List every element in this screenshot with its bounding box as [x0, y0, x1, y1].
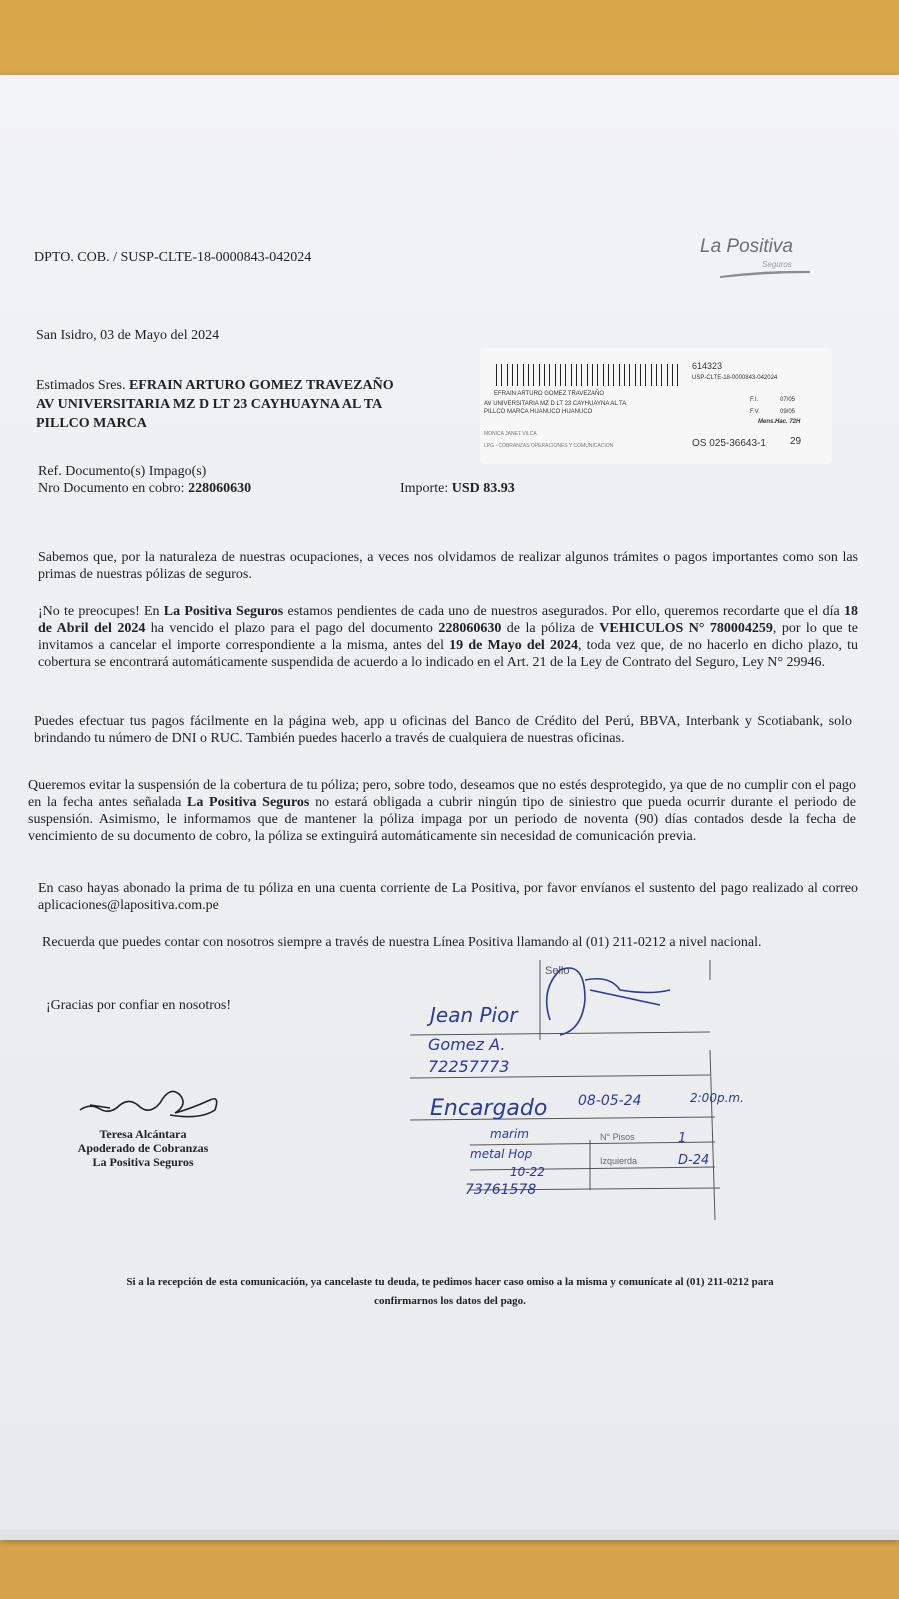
- p2-doc-number: 228060630: [438, 621, 502, 636]
- paper-edge: [0, 1530, 899, 1540]
- stamp-pisos-label: N° Pisos: [600, 1132, 635, 1142]
- logo-text: La Positiva: [700, 236, 793, 257]
- footer-line-1: Si a la recepción de esta comunicación, ya cancelaste tu deuda, te pedimos hacer caso omiso a la misma y comunícate al (01) 211-0212 para: [126, 1276, 774, 1288]
- stamp-hand-phone: 73761578: [465, 1182, 537, 1198]
- doc-label: Nro Documento en cobro:: [38, 481, 185, 496]
- doc-number: 228060630: [188, 481, 252, 496]
- stamp-hand-door: metal Hop: [470, 1147, 533, 1161]
- stamp-hand-role: Encargado: [430, 1096, 548, 1121]
- label-fv-label: F.V.: [750, 409, 760, 415]
- importe-label: Importe:: [400, 481, 449, 496]
- stamp-izq-label: Izquierda: [600, 1156, 638, 1166]
- signature-icon: [70, 1075, 230, 1130]
- footer-line-2: confirmarnos los datos del pago.: [374, 1295, 526, 1307]
- paragraph-5: En caso hayas abonado la prima de tu póliza en una cuenta corriente de La Positiva, por favor envíanos el sustento del pago realizado al correo aplicaciones@lapositiva.com.pe: [38, 881, 858, 913]
- label-code: USP-CLTE-18-0000843-042024: [692, 375, 778, 381]
- barcode-icon: [496, 364, 682, 386]
- p4-company: La Positiva Seguros: [187, 795, 310, 810]
- label-fi: 07/05: [780, 397, 796, 403]
- stamp-hand-code: 10-22: [510, 1165, 545, 1179]
- p2-policy: VEHICULOS N° 780004259: [599, 621, 773, 636]
- p2-text: ¡No te preocupes! En: [38, 604, 164, 619]
- stamp-izq: D-24: [678, 1153, 710, 1168]
- p2-due-date: 18 de Abril del 2024: [38, 604, 858, 636]
- p2-text: ha vencido el plazo para el pago del documento: [145, 621, 439, 636]
- p2-text: , por lo que te invitamos a cancelar el importe correspondiente a la misma, antes del: [38, 621, 859, 653]
- department-reference: DPTO. COB. / SUSP-CLTE-18-0000843-042024: [34, 250, 312, 265]
- p4-text: no estará obligada a cubrir ningún tipo de siniestro que pueda ocurrir durante el periodo de suspensión. Asimismo, le informamos que de mantener la póliza impaga por un periodo de noventa (90) días contados desde la fecha de vencimiento de su documento de cobro, la póliza se extinguirá automáticamente sin necesidad de comunicación previa.: [28, 795, 856, 844]
- shipping-label: [480, 348, 832, 464]
- logo-swoosh-icon: [720, 268, 810, 278]
- stamp-time: 2:00p.m.: [690, 1091, 744, 1105]
- p2-text: de la póliza de: [501, 621, 600, 636]
- p2-text: estamos pendientes de cada uno de nuestros asegurados. Por ello, queremos recordarte que el día: [283, 604, 844, 619]
- footer-note: [60, 1273, 840, 1311]
- stamp-pisos: 1: [678, 1131, 687, 1146]
- label-address-2: PILLCO MARCA HUANUCO HUANUCO: [484, 409, 593, 415]
- label-fi-label: F.I.: [750, 397, 759, 403]
- p2-deadline: 19 de Mayo del 2024: [449, 638, 578, 653]
- paragraph-1: Sabemos que, por la naturaleza de nuestras ocupaciones, a veces nos olvidamos de realizar algunos trámites o pagos importantes como son las primas de nuestras pólizas de seguros.: [38, 550, 858, 582]
- label-address-1: AV UNIVERSITARIA MZ D LT 23 CAYHUAYNA AL TA: [484, 401, 627, 407]
- signatory-block: [58, 1127, 228, 1169]
- reference-block: [38, 463, 251, 497]
- signatory-role: Apoderado de Cobranzas: [77, 1141, 209, 1155]
- paragraph-3: Puedes efectuar tus pagos fácilmente en la página web, app u oficinas del Banco de Crédito del Perú, BBVA, Interbank y Scotiabank, solo brindando tu número de DNI o RUC. También puedes hacerlo a través de cualquiera de nuestras oficinas.: [34, 714, 852, 746]
- thanks-line: ¡Gracias por confiar en nosotros!: [46, 998, 232, 1013]
- p4-text: Queremos evitar la suspensión de la cobertura de tu póliza; pero, sobre todo, deseamos que no estés desprotegido, ya que de no cumplir con el pago en la fecha antes señalada: [28, 778, 856, 810]
- paragraph-2: [38, 603, 858, 671]
- stamp-hand-surname: Gomez A.: [428, 1035, 506, 1054]
- label-mens: Mens.Hac. 72H: [758, 419, 801, 425]
- label-dept: LPG - COBRANZAS OPERACIONES Y COMUNICACION: [484, 443, 614, 449]
- label-os: OS 025-36643-1: [692, 438, 766, 449]
- p2-text: , toda vez que, de no hacerlo en dicho plazo, tu cobertura se encontrará automáticamente suspendida de acuerdo a lo indicado en el Art. 21 de la Ley de Contrato del Seguro, Ley N° 29946.: [38, 638, 858, 670]
- label-fv: 09/05: [780, 409, 796, 415]
- stamp-hand-dni: 72257773: [428, 1057, 510, 1076]
- place-date: San Isidro, 03 de Mayo del 2024: [36, 328, 220, 343]
- reception-stamp: [410, 960, 744, 1230]
- p2-company: La Positiva Seguros: [163, 604, 284, 619]
- address-line-1: AV UNIVERSITARIA MZ D LT 23 CAYHUAYNA AL TA: [36, 397, 383, 412]
- ref-line: Ref. Documento(s) Impago(s): [38, 464, 207, 479]
- recipient-address: [36, 376, 394, 433]
- importe-value: USD 83.93: [451, 481, 515, 496]
- signatory-company: La Positiva Seguros: [92, 1155, 194, 1169]
- label-code-top: 614323: [692, 361, 723, 371]
- paragraph-4: [28, 777, 856, 845]
- importe: [400, 481, 515, 497]
- address-line-2: PILLCO MARCA: [36, 416, 147, 431]
- label-num: 29: [790, 436, 802, 447]
- logo-subtext: Seguros: [762, 260, 792, 269]
- salutation: Estimados Sres.: [36, 378, 126, 393]
- stamp-date: 08-05-24: [578, 1093, 642, 1109]
- signatory-name: Teresa Alcántara: [99, 1127, 187, 1141]
- stamp-hand-material: marim: [490, 1127, 529, 1141]
- company-logo: [700, 236, 820, 286]
- stamp-sello: Sello: [545, 965, 570, 977]
- label-name: EFRAIN ARTURO GOMEZ TRAVEZAÑO: [494, 391, 605, 397]
- label-sender: MONICA JANET VILCA: [484, 431, 537, 437]
- stamp-hand-name: Jean Pior: [430, 1003, 518, 1027]
- recipient-name: EFRAIN ARTURO GOMEZ TRAVEZAÑO: [128, 378, 394, 393]
- paragraph-6: Recuerda que puedes contar con nosotros siempre a través de nuestra Línea Positiva llamando al (01) 211-0212 a nivel nacional.: [42, 935, 762, 950]
